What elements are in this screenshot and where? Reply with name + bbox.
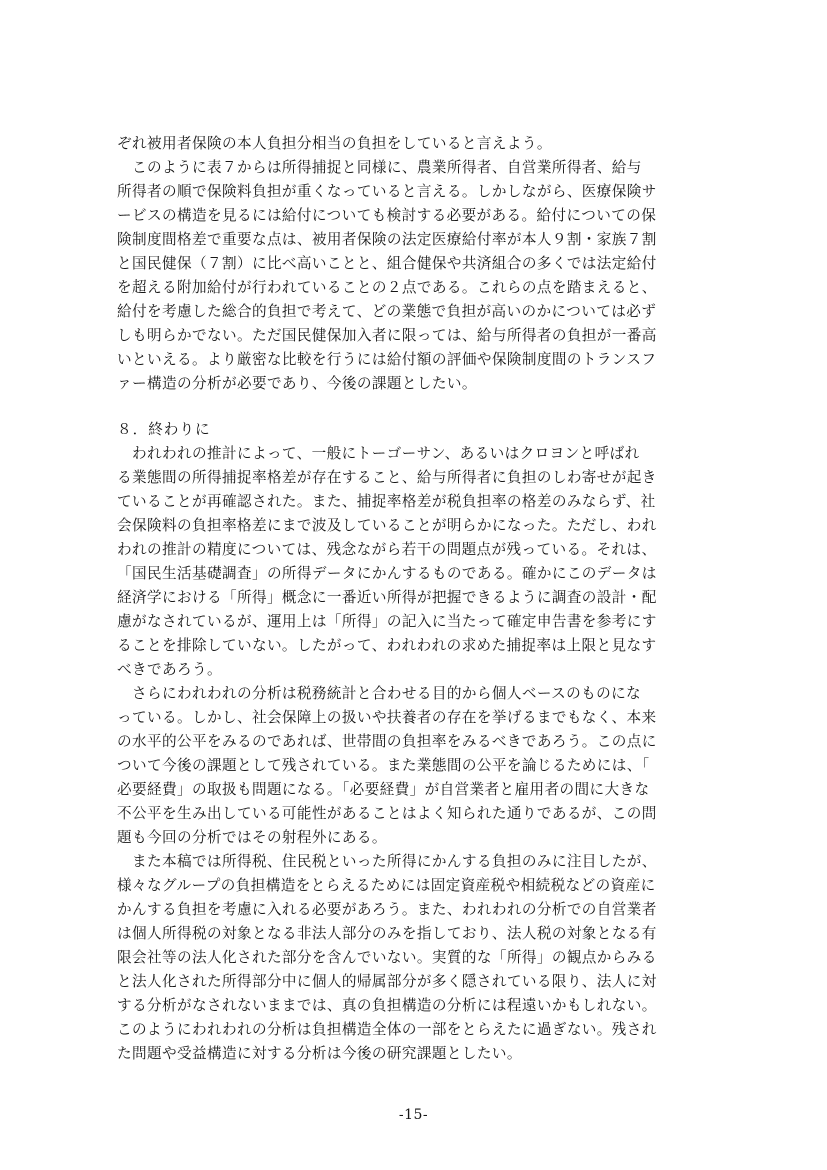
text-line: た問題や受益構造に対する分析は今後の研究課題としたい。 — [117, 1045, 522, 1062]
text-line: る業態間の所得捕捉率格差が存在すること、給与所得者に負担のしわ寄せが起き — [117, 469, 657, 486]
text-line: と法人化された所得部分中に個人的帰属部分が多く隠されている限り、法人に対 — [117, 973, 657, 990]
text-line: 経済学における「所得」概念に一番近い所得が把握できるように調査の設計・配 — [117, 589, 657, 606]
text-line: 様々なグループの負担構造をとらえるためには固定資産税や相続税などの資産に — [117, 877, 656, 894]
text-line: は個人所得税の対象となる非法人部分のみを指しており、法人税の対象となる有 — [117, 925, 657, 942]
text-line: 「国民生活基礎調査」の所得データにかんするものである。確かにこのデータは — [117, 565, 657, 582]
text-line: ァー構造の分析が必要であり、今後の課題としたい。 — [117, 375, 477, 392]
text-line: 慮がなされているが、運用上は「所得」の記入に当たって確定申告書を参考にす — [117, 613, 657, 630]
text-line: しも明らかでない。ただ国民健保加入者に限っては、給与所得者の負担が一番高 — [117, 327, 657, 344]
text-line: このようにわれわれの分析は負担構造全体の一部をとらえたに過ぎない。残され — [117, 1021, 657, 1038]
text-line: いといえる。より厳密な比較を行うには給付額の評価や保険制度間のトランスフ — [117, 351, 657, 368]
text-line: っている。しかし、社会保障上の扱いや扶養者の存在を挙げるまでもなく、本来 — [117, 709, 657, 726]
text-line: われわれの推計によって、一般にトーゴーサン、あるいはクロヨンと呼ばれ — [117, 445, 640, 462]
text-line: 険制度間格差で重要な点は、被用者保険の法定医療給付率が本人９割・家族７割 — [117, 231, 657, 248]
text-line: ぞれ被用者保険の本人負担分相当の負担をしていると言えよう。 — [117, 135, 552, 152]
text-line: ービスの構造を見るには給付についても検討する必要がある。給付についての保 — [117, 207, 657, 224]
section-heading: ８．終わりに — [117, 421, 211, 438]
text-line: さらにわれわれの分析は税務統計と合わせる目的から個人ベースのものにな — [117, 685, 642, 702]
text-line: かんする負担を考慮に入れる必要があろう。また、われわれの分析での自営業者 — [117, 901, 657, 918]
text-line: また本稿では所得税、住民税といった所得にかんする負担のみに注目したが、 — [117, 853, 657, 870]
text-line: の水平的公平をみるのであれば、世帯間の負担率をみるべきであろう。この点に — [117, 733, 657, 750]
text-line: を超える附加給付が行われていることの２点である。これらの点を踏まえると、 — [117, 279, 657, 296]
text-line: べきであろう。 — [117, 661, 222, 678]
text-line: ることを排除していない。したがって、われわれの求めた捕捉率は上限と見なす — [117, 637, 657, 654]
text-line: このように表７からは所得捕捉と同様に、農業所得者、自営業所得者、給与 — [117, 159, 642, 176]
text-line: 必要経費」の取扱も問題になる。「必要経費」が自営業者と雇用者の間に大きな — [117, 781, 650, 798]
text-line: 会保険料の負担率格差にまで波及していることが明らかになった。ただし、われ — [117, 517, 657, 534]
page-number: -15- — [398, 1107, 429, 1123]
text-line: 不公平を生み出している可能性があることはよく知られた通りであるが、この問 — [117, 805, 657, 822]
text-line: 給付を考慮した総合的負担で考えて、どの業態で負担が高いのかについては必ず — [117, 303, 657, 320]
text-line: 限会社等の法人化された部分を含んでいない。実質的な「所得」の観点からみる — [117, 949, 657, 966]
text-line: ついて今後の課題として残されている。また業態間の公平を論じるためには、「 — [117, 757, 650, 774]
text-line: 所得者の順で保険料負担が重くなっていると言える。しかしながら、医療保険サ — [117, 183, 657, 200]
text-line: と国民健保（７割）に比べ高いことと、組合健保や共済組合の多くでは法定給付 — [117, 255, 657, 272]
text-line: ていることが再確認された。また、捕捉率格差が税負担率の格差のみならず、社 — [117, 493, 656, 510]
text-line: 題も今回の分析ではその射程外にある。 — [117, 829, 387, 846]
text-line: する分析がなされないままでは、真の負担構造の分析には程遠いかもしれない。 — [117, 997, 657, 1014]
text-line: われの推計の精度については、残念ながら若干の問題点が残っている。それは、 — [117, 541, 657, 558]
